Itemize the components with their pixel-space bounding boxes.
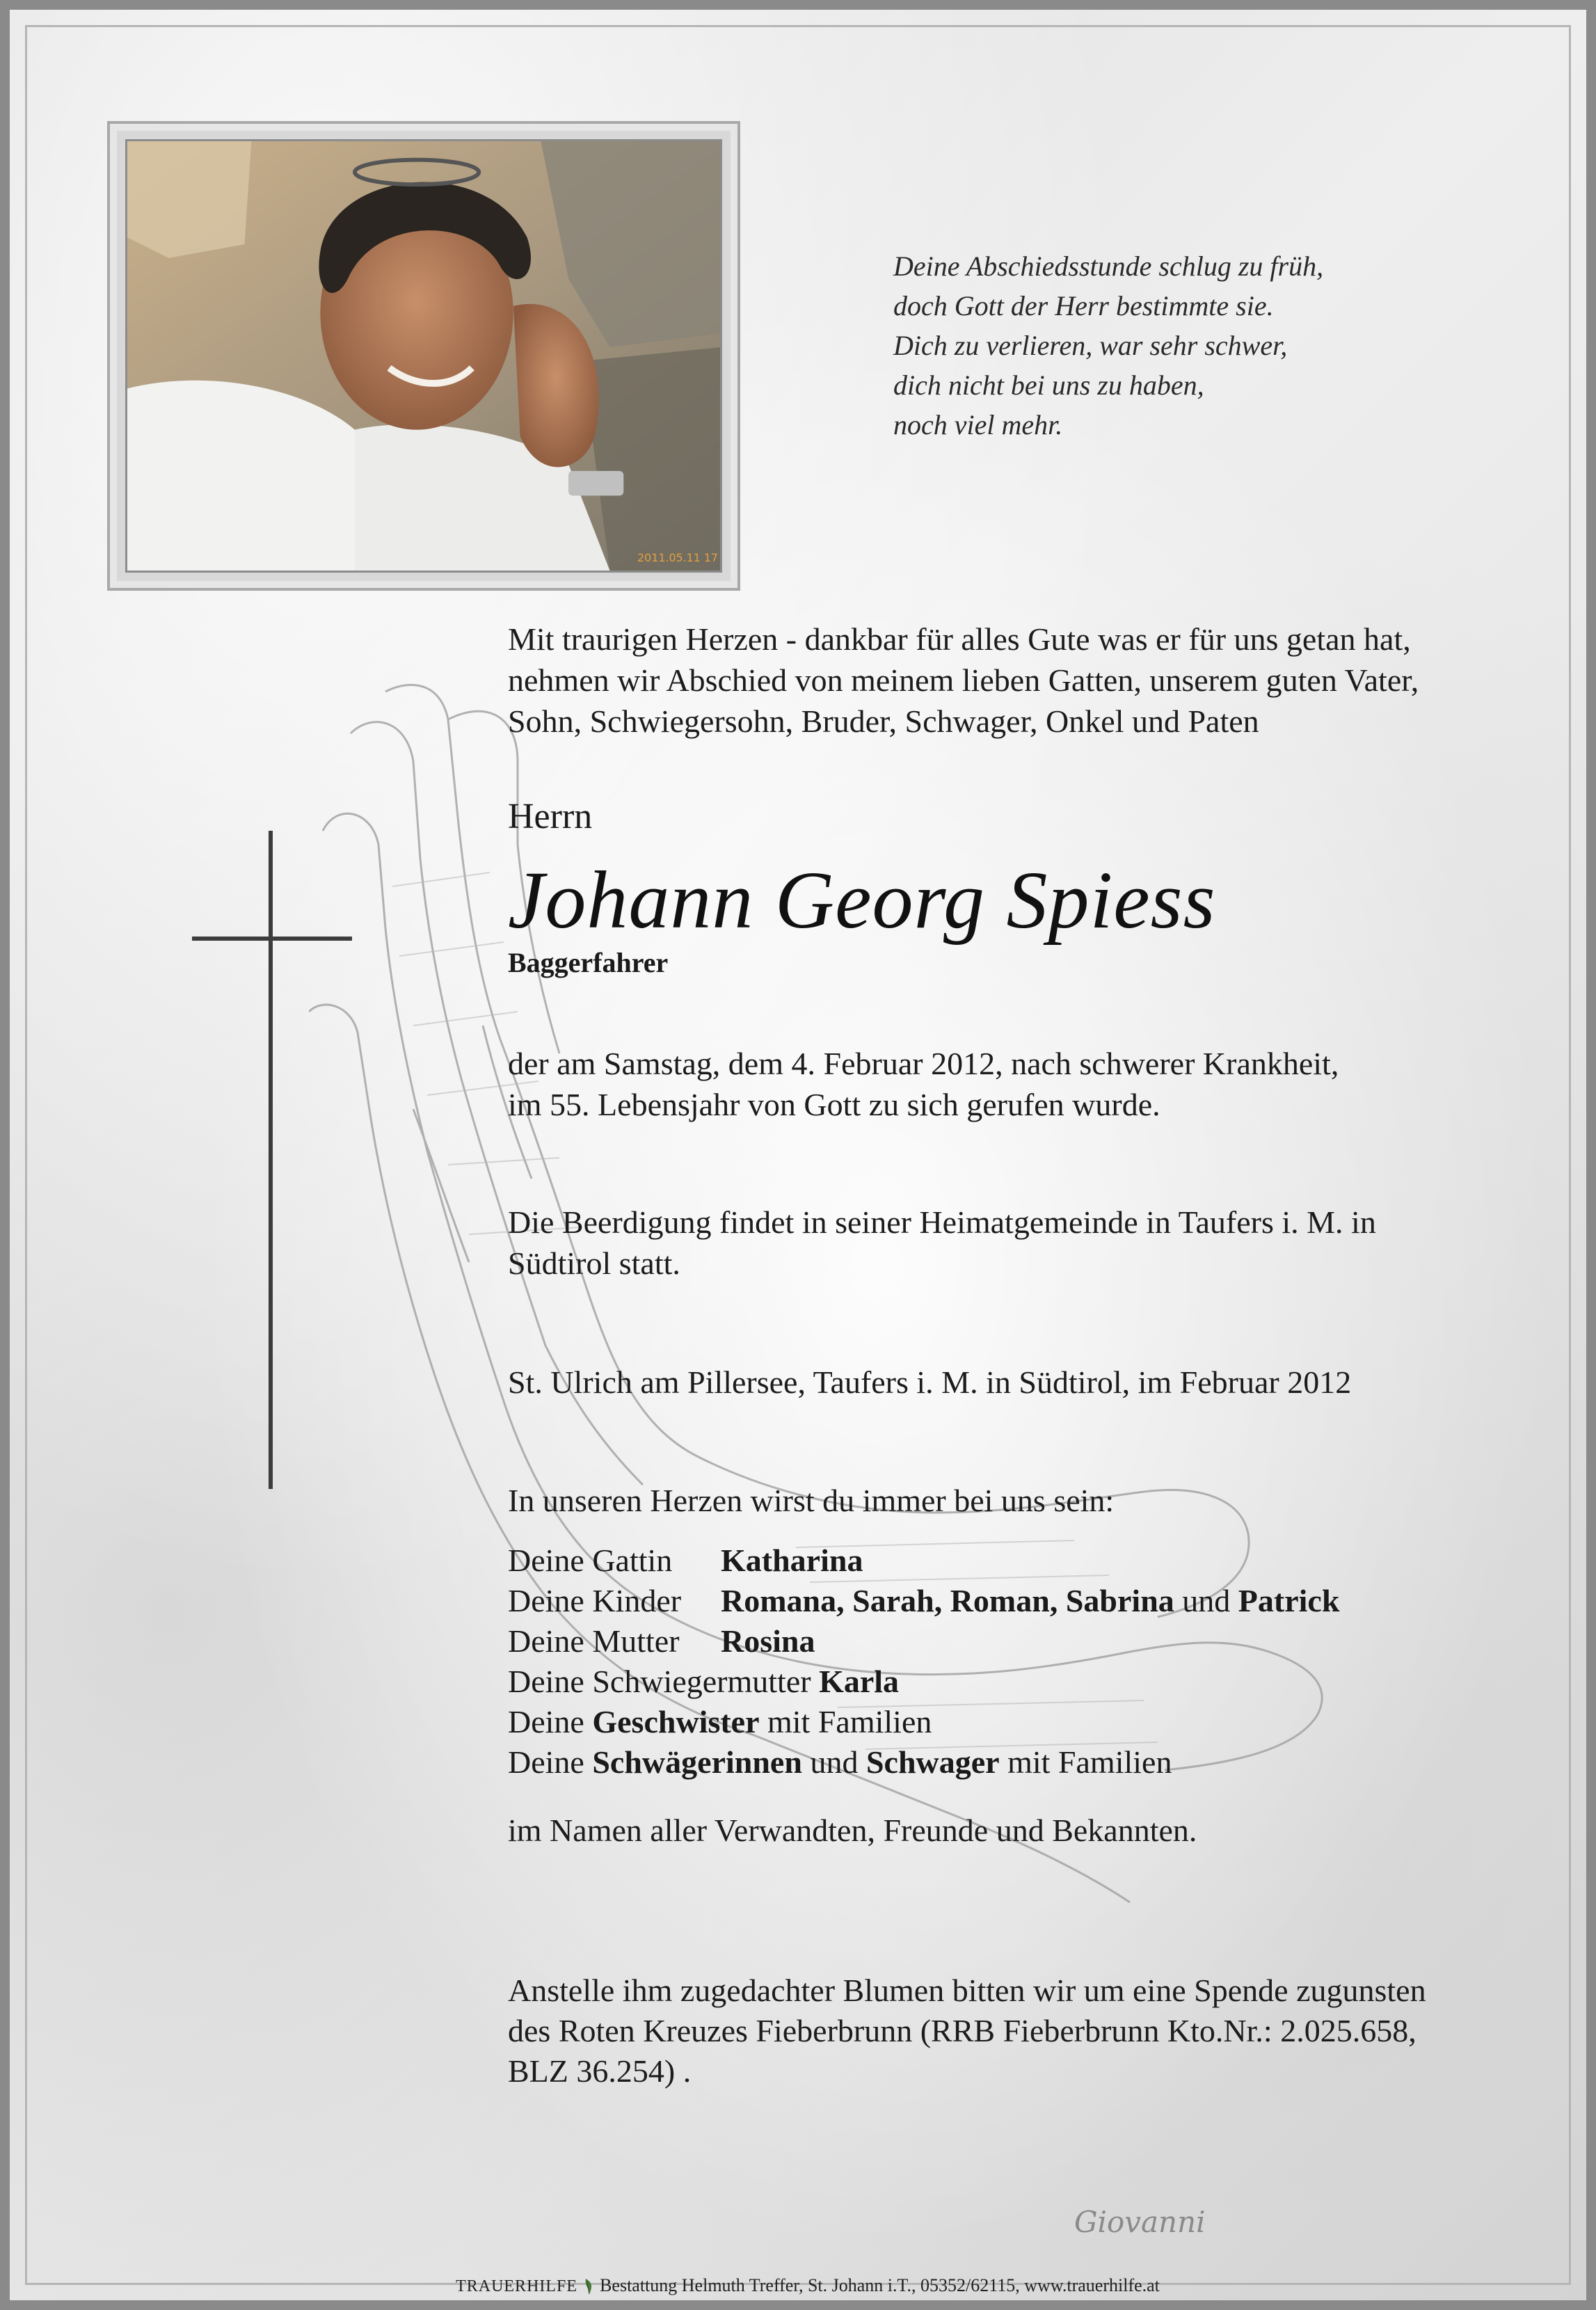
- death-line: der am Samstag, dem 4. Februar 2012, nach schwerer Krankheit,: [508, 1046, 1339, 1081]
- family-name: Katharina: [721, 1543, 863, 1578]
- family-label: Deine Mutter: [508, 1623, 680, 1659]
- family-name: Rosina: [721, 1623, 815, 1659]
- family-name: Schwager: [865, 1744, 1000, 1780]
- family-conjunction: und: [810, 1744, 859, 1780]
- family-label: Deine: [508, 1744, 584, 1780]
- donation-line: Anstelle ihm zugedachter Blumen bitten wir um eine Spende zugunsten: [508, 1973, 1426, 2008]
- family-row: [508, 1742, 1339, 1783]
- family-conjunction: und: [1182, 1583, 1231, 1618]
- poem: [893, 246, 1450, 445]
- family-name: Geschwister: [592, 1704, 760, 1739]
- donation-line: des Roten Kreuzes Fieberbrunn (RRB Fieberbrunn Kto.Nr.: 2.025.658,: [508, 2013, 1417, 2048]
- poem-line: Dich zu verlieren, war sehr schwer,: [893, 330, 1288, 361]
- family-name: Karla: [819, 1664, 900, 1699]
- family-label: Deine Kinder: [508, 1583, 682, 1618]
- poem-line: doch Gott der Herr bestimmte sie.: [893, 290, 1274, 321]
- poem-line: noch viel mehr.: [893, 409, 1063, 440]
- family-label: Deine Schwiegermutter: [508, 1664, 811, 1699]
- place-date: St. Ulrich am Pillersee, Taufers i. M. in Südtirol, im Februar 2012: [508, 1364, 1352, 1400]
- intro-line: Sohn, Schwiegersohn, Bruder, Schwager, Onkel und Paten: [508, 703, 1259, 739]
- deceased-name: Johann Georg Spiess: [508, 854, 1216, 946]
- svg-text:2011.05.11 17: 2011.05.11 17: [637, 551, 719, 565]
- donation-line: BLZ 36.254) .: [508, 2053, 692, 2089]
- footer-brand: TRAUERHILFE: [456, 2277, 578, 2295]
- death-line: im 55. Lebensjahr von Gott zu sich gerufen wurde.: [508, 1087, 1160, 1122]
- salutation: Herrn: [508, 797, 593, 836]
- family-label: Deine: [508, 1704, 584, 1739]
- footer-text: Bestattung Helmuth Treffer, St. Johann i.T., 05352/62115, www.trauerhilfe.at: [600, 2275, 1160, 2295]
- family-list: [508, 1540, 1339, 1783]
- leaf-icon: [583, 2276, 596, 2295]
- portrait-frame: [107, 121, 740, 591]
- family-row: [508, 1581, 1339, 1621]
- family-suffix: mit Familien: [767, 1704, 932, 1739]
- heart-line: In unseren Herzen wirst du immer bei uns sein:: [508, 1483, 1115, 1518]
- footer: [10, 2275, 1596, 2296]
- funeral-line: Südtirol statt.: [508, 1245, 680, 1281]
- family-name: Schwägerinnen: [592, 1744, 802, 1780]
- intro-line: nehmen wir Abschied von meinem lieben Gatten, unserem guten Vater,: [508, 662, 1419, 698]
- family-row: [508, 1662, 1339, 1702]
- intro-line: Mit traurigen Herzen - dankbar für alles Gute was er für uns getan hat,: [508, 621, 1411, 657]
- family-name: Romana, Sarah, Roman, Sabrina: [721, 1583, 1174, 1618]
- family-row: [508, 1621, 1339, 1662]
- family-row: [508, 1540, 1339, 1581]
- poem-line: Deine Abschiedsstunde schlug zu früh,: [893, 250, 1324, 282]
- family-label: Deine Gattin: [508, 1543, 673, 1578]
- occupation: Baggerfahrer: [508, 947, 669, 978]
- family-suffix: mit Familien: [1007, 1744, 1172, 1780]
- funeral-line: Die Beerdigung findet in seiner Heimatgemeinde in Taufers i. M. in: [508, 1204, 1376, 1240]
- portrait-photo: [125, 139, 722, 573]
- poem-line: dich nicht bei uns zu haben,: [893, 369, 1204, 401]
- relatives-line: im Namen aller Verwandten, Freunde und Bekannten.: [508, 1813, 1197, 1848]
- family-row: [508, 1702, 1339, 1742]
- artist-signature: Giovanni: [1074, 2205, 1206, 2239]
- family-name: Patrick: [1238, 1583, 1340, 1618]
